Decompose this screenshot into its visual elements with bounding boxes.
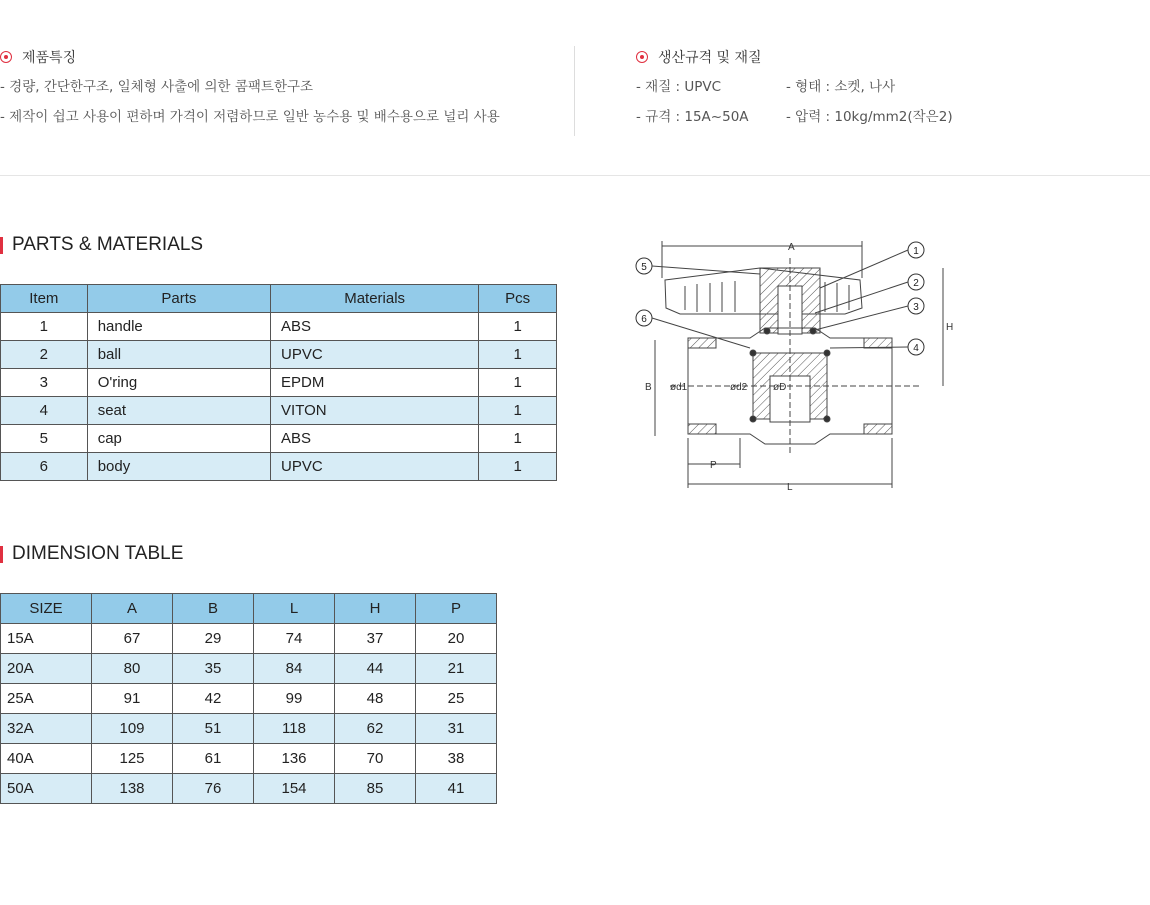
- item-cell: 4: [1, 397, 88, 425]
- part-cell: ball: [87, 341, 270, 369]
- part-cell: seat: [87, 397, 270, 425]
- product-specs: [636, 46, 966, 128]
- section-marker: [0, 237, 3, 254]
- pcs-cell: 1: [479, 453, 557, 481]
- dim-d1-label: ød1: [670, 382, 688, 393]
- a-cell: 91: [92, 684, 173, 714]
- feature-line-1: - 경량, 간단한구조, 일체형 사출에 의한 콤팩트한구조: [0, 79, 314, 95]
- h-cell: 37: [335, 624, 416, 654]
- item-cell: 5: [1, 425, 88, 453]
- specs-title: 생산규격 및 재질: [658, 50, 762, 66]
- dim-p-label: P: [710, 460, 717, 471]
- callout-2: 2: [913, 278, 919, 289]
- l-cell: 136: [254, 744, 335, 774]
- dim-b-label: B: [645, 382, 652, 393]
- parts-table: [0, 284, 557, 481]
- item-cell: 2: [1, 341, 88, 369]
- table-row: [1, 654, 497, 684]
- p-cell: 31: [416, 714, 497, 744]
- col-item: Item: [1, 285, 88, 313]
- item-cell: 1: [1, 313, 88, 341]
- size-cell: 25A: [1, 684, 92, 714]
- h-cell: 48: [335, 684, 416, 714]
- col-a: A: [92, 594, 173, 624]
- col-p: P: [416, 594, 497, 624]
- part-cell: O'ring: [87, 369, 270, 397]
- material-cell: UPVC: [271, 341, 479, 369]
- p-cell: 25: [416, 684, 497, 714]
- col-h: H: [335, 594, 416, 624]
- spec-size: - 규격 : 15A~50A: [636, 109, 749, 125]
- b-cell: 76: [173, 774, 254, 804]
- h-cell: 85: [335, 774, 416, 804]
- size-cell: 40A: [1, 744, 92, 774]
- radio-bullet-icon: [0, 51, 12, 63]
- table-row: [1, 425, 557, 453]
- dimension-title: DIMENSION TABLE: [12, 543, 184, 564]
- table-row: [1, 397, 557, 425]
- pcs-cell: 1: [479, 341, 557, 369]
- part-cell: cap: [87, 425, 270, 453]
- material-cell: EPDM: [271, 369, 479, 397]
- product-features: [0, 46, 500, 128]
- material-cell: ABS: [271, 313, 479, 341]
- item-cell: 3: [1, 369, 88, 397]
- col-b: B: [173, 594, 254, 624]
- p-cell: 41: [416, 774, 497, 804]
- parts-section-title: [0, 234, 203, 256]
- material-cell: ABS: [271, 425, 479, 453]
- l-cell: 84: [254, 654, 335, 684]
- col-pcs: Pcs: [479, 285, 557, 313]
- valve-cross-section-drawing: [630, 238, 960, 498]
- callout-6: 6: [641, 314, 647, 325]
- table-row: [1, 313, 557, 341]
- part-cell: handle: [87, 313, 270, 341]
- col-size: SIZE: [1, 594, 92, 624]
- b-cell: 51: [173, 714, 254, 744]
- table-row: [1, 744, 497, 774]
- a-cell: 80: [92, 654, 173, 684]
- callout-1: 1: [913, 246, 919, 257]
- material-cell: UPVC: [271, 453, 479, 481]
- table-row: [1, 624, 497, 654]
- table-row: [1, 684, 497, 714]
- dim-a-label: A: [788, 242, 795, 253]
- col-materials: Materials: [271, 285, 479, 313]
- specs-heading: [636, 46, 966, 68]
- size-cell: 15A: [1, 624, 92, 654]
- b-cell: 29: [173, 624, 254, 654]
- l-cell: 99: [254, 684, 335, 714]
- h-cell: 44: [335, 654, 416, 684]
- b-cell: 61: [173, 744, 254, 774]
- spec-pressure: - 압력 : 10kg/mm2(작은2): [786, 109, 953, 125]
- pcs-cell: 1: [479, 369, 557, 397]
- size-cell: 50A: [1, 774, 92, 804]
- callout-3: 3: [913, 302, 919, 313]
- pcs-cell: 1: [479, 397, 557, 425]
- material-cell: VITON: [271, 397, 479, 425]
- feature-line-2: - 제작이 쉽고 사용이 편하며 가격이 저렴하므로 일반 농수용 및 배수용으로 널리 사용: [0, 109, 500, 125]
- radio-bullet-icon: [636, 51, 648, 63]
- features-heading: [0, 46, 500, 68]
- features-title: 제품특징: [22, 50, 77, 66]
- part-cell: body: [87, 453, 270, 481]
- h-cell: 62: [335, 714, 416, 744]
- pcs-cell: 1: [479, 313, 557, 341]
- b-cell: 35: [173, 654, 254, 684]
- section-marker: [0, 546, 3, 563]
- dim-l-label: L: [787, 482, 793, 493]
- h-cell: 70: [335, 744, 416, 774]
- dimension-table: [0, 593, 497, 804]
- dimension-section-title: [0, 543, 183, 565]
- callout-5: 5: [641, 262, 647, 273]
- horizontal-divider: [0, 175, 1150, 176]
- table-row: [1, 341, 557, 369]
- p-cell: 21: [416, 654, 497, 684]
- a-cell: 138: [92, 774, 173, 804]
- size-cell: 32A: [1, 714, 92, 744]
- l-cell: 118: [254, 714, 335, 744]
- dim-d-label: øD: [773, 382, 787, 393]
- a-cell: 125: [92, 744, 173, 774]
- dimension-header-row: [1, 594, 497, 624]
- item-cell: 6: [1, 453, 88, 481]
- spec-type: - 형태 : 소켓, 나사: [786, 79, 896, 95]
- a-cell: 109: [92, 714, 173, 744]
- callout-4: 4: [913, 343, 919, 354]
- dim-h-label: H: [946, 322, 954, 333]
- table-row: [1, 774, 497, 804]
- dim-d2-label: ød2: [730, 382, 748, 393]
- spec-material: - 재질 : UPVC: [636, 79, 722, 95]
- size-cell: 20A: [1, 654, 92, 684]
- p-cell: 20: [416, 624, 497, 654]
- p-cell: 38: [416, 744, 497, 774]
- l-cell: 74: [254, 624, 335, 654]
- col-l: L: [254, 594, 335, 624]
- a-cell: 67: [92, 624, 173, 654]
- vertical-divider: [574, 46, 575, 136]
- table-row: [1, 453, 557, 481]
- col-parts: Parts: [87, 285, 270, 313]
- table-row: [1, 369, 557, 397]
- l-cell: 154: [254, 774, 335, 804]
- parts-title: PARTS & MATERIALS: [12, 234, 204, 255]
- parts-header-row: [1, 285, 557, 313]
- pcs-cell: 1: [479, 425, 557, 453]
- table-row: [1, 714, 497, 744]
- b-cell: 42: [173, 684, 254, 714]
